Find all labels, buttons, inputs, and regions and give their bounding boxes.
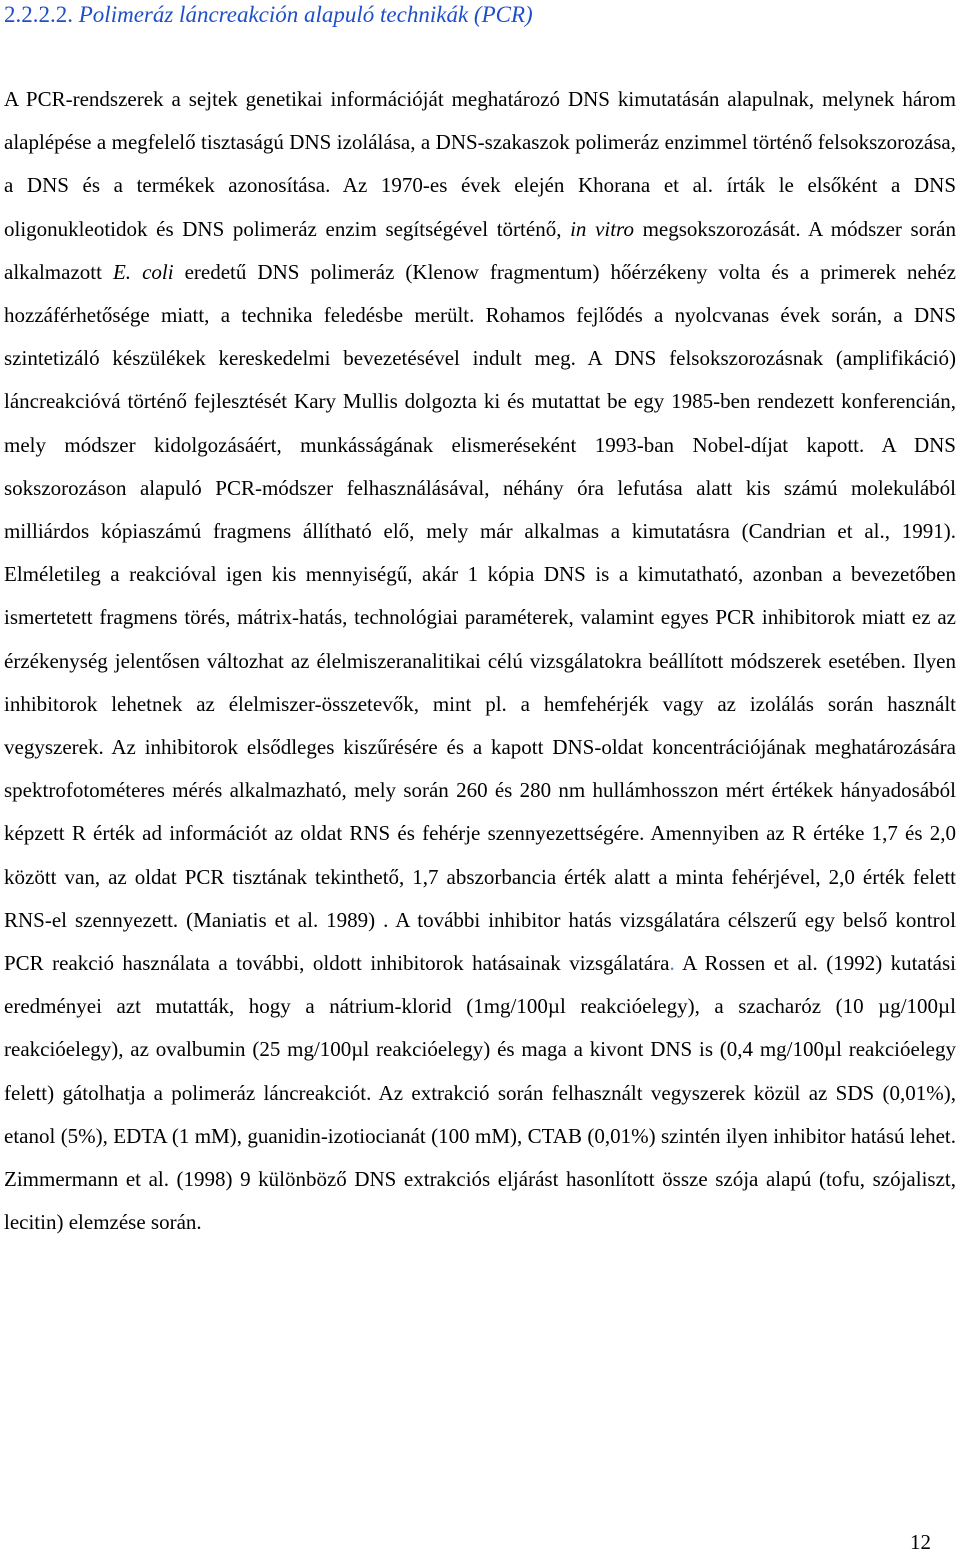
paragraph-text: A Rossen et al. (1992) kutatási eredményei azt mutatták, hogy a nátrium-klorid (1mg/100µl reakcióelegy), a szacharóz (10 µg/100µl reakcióelegy), az ovalbumin (25 mg/100µl reakcióelegy) és maga a kivont DNS is (0,4 mg/100µl reakcióelegy felett) gátolhatja a polimeráz láncreakciót. Az extrakció során felhasznált vegyszerek közül az SDS (0,01%), etanol (5%), EDTA (1 mM), guanidin-izotiocianát (100 mM), CTAB (0,01%) szintén ilyen inhibitor hatású lehet. Zimmermann et al. (1998) 9 különböző DNS extrakciós eljárást hasonlított össze szója alapú (tofu, szójaliszt, lecitin) elemzése során. <box>4 951 956 1235</box>
italic-term: E. coli <box>112 259 174 284</box>
paragraph-text: eredetű DNS polimeráz (Klenow fragmentum) hőérzékeny volta és a primerek nehéz hozzáférhetősége miatt, a technika feledésbe merült. Rohamos fejlődés a nyolcvanas évek során, a DNS szintetizáló készülékek kereskedelmi bevezetésével indult meg. A DNS felsokszorozásnak (amplifikáció) láncreakcióvá történő fejlesztését Kary Mullis dolgozta ki és mutattat be egy 1985-ben rendezett konferencián, mely módszer kidolgozásáért, munkásságának elismeréseként 1993-ban Nobel-díjat kapott. A DNS sokszorozáson alapuló PCR-módszer felhasználásával, néhány óra lefutása alatt kis számú molekulából milliárdos kópiaszámú fragmens állítható elő, mely már alkalmas a kimutatásra (Candrian et al., 1991). Elméletileg a reakcióval igen kis mennyiségű, akár 1 kópia DNS is a kimutatható, azonban a bevezetőben ismertetett fragmens törés, mátrix-hatás, technológiai paraméterek, valamint egyes PCR inhibitorok miatt ez az érzékenység jelentősen változhat az élelmiszeranalitikai célú vizsgálatokra beállított módszerek esetében. Ilyen inhibitorok lehetnek az élelmiszer-összetevők, mint pl. a hemfehérjék vagy az izolálás során használt vegyszerek. Az inhibitorok elsődleges kiszűrésére és a kapott DNS-oldat koncentrációjának meghatározására spektrofotométeres mérés alkalmazható, mely során 260 és 280 nm hullámhosszon mért értékek hányadosából képzett R érték ad információt az oldat RNS és fehérje szennyezettségére. Amennyiben az R értéke 1,7 és 2,0 között van, az oldat PCR tisztának tekinthető, 1,7 abszorbancia érték alatt a minta fehérjével, 2,0 érték felett RNS-el szennyezett. (Maniatis et al. 1989) . A további inhibitor hatás vizsgálatára célszerű egy belső kontrol PCR reakció használata a további, oldott inhibitorok hatásainak vizsgálatára <box>4 259 956 976</box>
section-number: 2.2.2.2. <box>4 2 73 27</box>
italic-term: in vitro <box>570 216 634 241</box>
section-heading <box>4 0 533 30</box>
paragraph-text: A PCR-rendszerek a sejtek genetikai információját meghatározó DNS kimutatásán alapulnak, melynek három alaplépése a megfelelő tisztaságú DNS izolálása, a DNS-szakaszok polimeráz enzimmel történő felsokszorozása, a DNS és a termékek azonosítása. Az 1970-es évek elején Khorana et al. írták le elsőként a DNS oligonukleotidok és DNS polimeráz enzim segítségével történő, <box>4 87 956 241</box>
body-paragraph <box>4 78 956 1244</box>
paragraph-text: megsokszorozását. A módszer során alkalmazott <box>4 216 957 284</box>
page-number: 12 <box>910 1530 931 1554</box>
highlighted-period: . <box>669 951 675 976</box>
section-title: Polimeráz láncreakción alapuló technikák (PCR) <box>78 2 533 27</box>
